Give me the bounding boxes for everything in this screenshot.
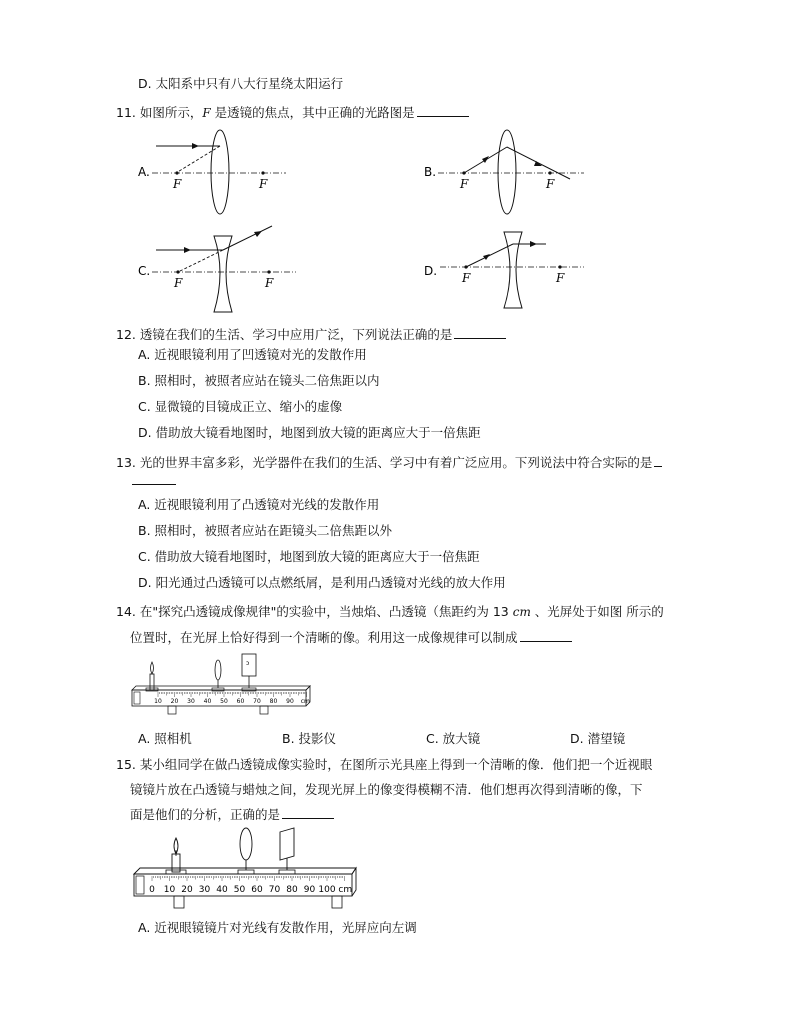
q15-tick-label: 70 — [268, 885, 281, 895]
q11-label-a: A. — [138, 165, 150, 179]
q15-tick-label: 50 — [233, 885, 246, 895]
q15-option-a: A. 近视眼镜镜片对光线有发散作用，光屏应向左调 — [138, 920, 417, 935]
q15-answer-blank[interactable] — [282, 806, 334, 819]
q14-tick-label: 50 — [220, 698, 228, 705]
q13-answer-blank-cont[interactable] — [130, 472, 176, 489]
q11-stem-post: 是透镜的焦点，其中正确的光路图是 — [210, 105, 415, 120]
svg-text:ɔ: ɔ — [246, 660, 250, 667]
q15-optical-bench — [130, 826, 370, 916]
q13-stem-text: 13. 光的世界丰富多彩，光学器件在我们的生活、学习中有着广泛应用。下列说法中符合实际的是 — [116, 455, 653, 470]
q11-label-b: B. — [424, 165, 437, 179]
q14-candle — [150, 674, 154, 690]
q14-stem-line2 — [130, 629, 572, 646]
q13-option-a: A. 近视眼镜利用了凸透镜对光线的发散作用 — [138, 497, 380, 512]
q12-answer-blank[interactable] — [454, 326, 506, 339]
q11-focus-c1: F — [174, 276, 183, 290]
q15-tick-label: 100 — [318, 885, 336, 895]
q15-tick-label: 90 — [303, 885, 316, 895]
q11-label-d: D. — [424, 264, 438, 278]
q11-stem — [116, 104, 469, 121]
q11-label-c: C. — [138, 264, 151, 278]
q14-tick-label: 80 — [269, 698, 278, 705]
q14-candle-flame — [151, 662, 154, 674]
q14-option-b: B. 投影仪 — [282, 731, 337, 746]
q14-tick-label: 90 — [286, 698, 294, 705]
q12-option-a: A. 近视眼镜利用了凹透镜对光的发散作用 — [138, 347, 367, 362]
q12-option-d: D. 借助放大镜看地图时，地图到放大镜的距离应大于一倍焦距 — [138, 425, 481, 440]
q14-option-c: C. 放大镜 — [426, 731, 481, 746]
q14-tick-label: 40 — [203, 698, 212, 705]
q14-tick-label: 10 — [154, 698, 162, 705]
q15-tick-label: 40 — [216, 885, 228, 895]
q11-stem-var: F — [202, 106, 211, 120]
q11-focus-a2: F — [259, 177, 268, 191]
q11-stem-pre: 11. 如图所示， — [116, 105, 203, 120]
q14-optical-bench — [130, 650, 330, 722]
q11-focus-d1: F — [462, 271, 471, 285]
q14-tick-label: 60 — [236, 698, 245, 705]
q11-focus-b1: F — [460, 177, 469, 191]
q15-stem-line2: 镜镜片放在凸透镜与蜡烛之间，发现光屏上的像变得模糊不清．他们想再次得到清晰的像，下 — [130, 782, 643, 797]
q13-answer-blank-start[interactable] — [654, 454, 662, 467]
q14-option-d: D. 潜望镜 — [570, 731, 626, 746]
q14-stem-line2-text: 位置时，在光屏上恰好得到一个清晰的像。利用这一成像规律可以制成 — [130, 630, 518, 645]
q12-option-b: B. 照相时，被照者应站在镜头二倍焦距以内 — [138, 373, 380, 388]
q15-ruler-unit: cm — [338, 885, 353, 895]
q11-diagram-a — [136, 126, 316, 222]
q15-candle — [172, 854, 180, 872]
q14-tick-label: 70 — [253, 698, 261, 705]
q11-diagram-c — [136, 222, 316, 318]
q14-stem-line1 — [116, 604, 664, 620]
q11-answer-blank[interactable] — [417, 104, 469, 117]
q15-lens — [240, 828, 252, 860]
q15-stem-line1: 15. 某小组同学在做凸透镜成像实验时，在图所示光具座上得到一个清晰的像．他们把一个近视眼 — [116, 757, 653, 772]
q14-option-a: A. 照相机 — [138, 731, 192, 746]
q15-screen — [280, 828, 294, 860]
q11-focus-c2: F — [265, 276, 274, 290]
q10-option-d: D. 太阳系中只有八大行星绕太阳运行 — [138, 76, 344, 91]
q13-option-d: D. 阳光通过凸透镜可以点燃纸屑，是利用凸透镜对光线的放大作用 — [138, 575, 506, 590]
q15-tick-label: 10 — [163, 885, 176, 895]
q15-tick-label: 20 — [181, 885, 193, 895]
q11-diagram-d — [424, 222, 604, 318]
q15-tick-label: 30 — [198, 885, 211, 895]
q11-focus-a1: F — [173, 177, 182, 191]
q14-tick-label: 20 — [170, 698, 179, 705]
q11-focus-b2: F — [546, 177, 555, 191]
q14-lens — [215, 660, 221, 680]
q14-stem-pre: 14. 在"探究凸透镜成像规律"的实验中，当烛焰、凸透镜（焦距约为 13 — [116, 604, 513, 619]
q11-focus-d2: F — [556, 271, 565, 285]
q13-option-c: C. 借助放大镜看地图时，地图到放大镜的距离应大于一倍焦距 — [138, 549, 480, 564]
q14-ruler-unit: cm — [300, 698, 310, 705]
q14-stem-unit: cm — [512, 605, 531, 619]
q12-stem — [116, 326, 506, 343]
q15-tick-label: 80 — [286, 885, 298, 895]
q14-answer-blank[interactable] — [520, 629, 572, 642]
q13-stem — [116, 454, 662, 471]
q11-diagram-b — [424, 126, 604, 222]
q15-tick-label: 0 — [149, 885, 155, 895]
q15-tick-label: 60 — [251, 885, 263, 895]
q14-stem-post: 、光屏处于如图 所示的 — [530, 604, 664, 619]
q15-stem-line3-text: 面是他们的分析，正确的是 — [130, 807, 281, 822]
q14-tick-label: 30 — [187, 698, 195, 705]
q12-stem-text: 12. 透镜在我们的生活、学习中应用广泛，下列说法正确的是 — [116, 327, 453, 342]
q13-option-b: B. 照相时，被照者应站在距镜头二倍焦距以外 — [138, 523, 393, 538]
q12-option-c: C. 显微镜的目镜成正立、缩小的虚像 — [138, 399, 343, 414]
q15-stem-line3 — [130, 806, 334, 823]
